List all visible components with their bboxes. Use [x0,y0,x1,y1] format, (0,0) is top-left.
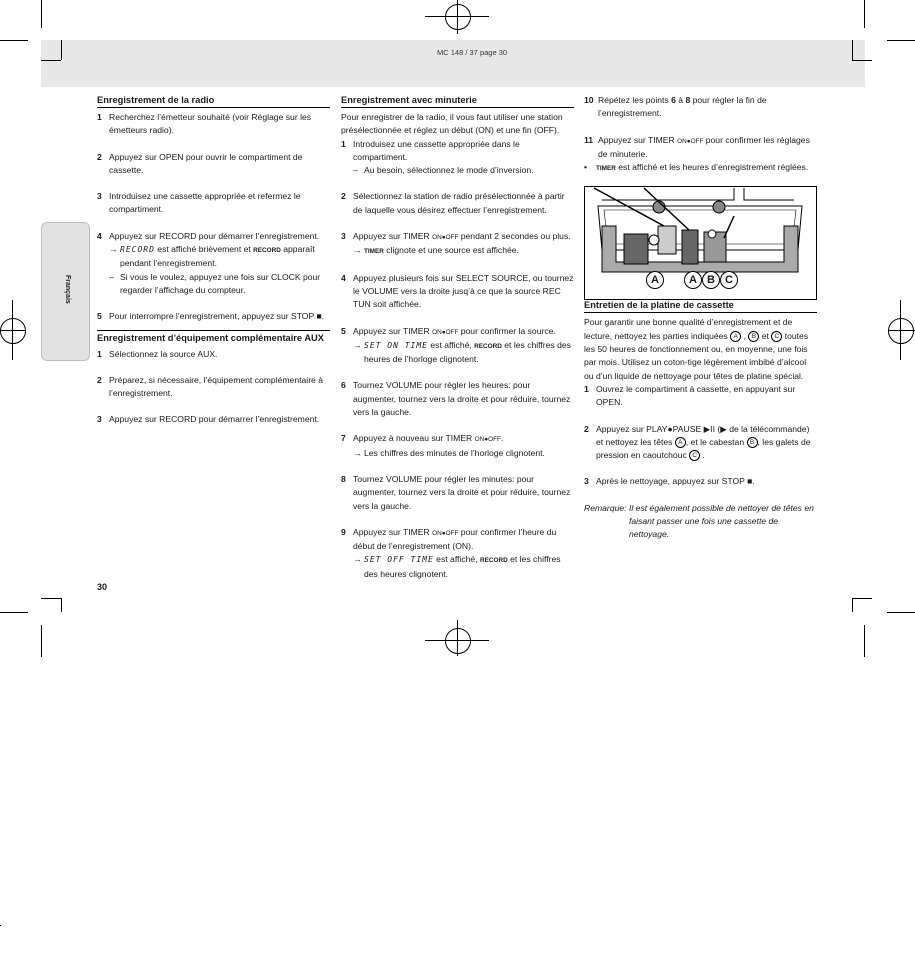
timer-step-1: 1 Introduisez une cassette appropriée dans le compartiment. [341,138,520,162]
timer-step-3: 3 Appuyez sur TIMER ON●OFF pendant 2 secondes ou plus. [341,231,571,242]
step-2: 2 Appuyez sur OPEN pour ouvrir le compartiment de cassette. [97,151,303,175]
maintenance-intro: Pour garantir une bonne qualité d’enregistrement et de lecture, nettoyez les parties indiquées A , B et C toutes les 50 heures de fonctionnement ou, en moyenne, une fois par mois. Utilisez un coton-tige légèrement imbibé d’alcool ou d’un liquide de nettoyage pour têtes de platine spécial. [584,317,809,381]
aux-step-3: 3 Appuyez sur RECORD pour démarrer l’enregistrement. [97,414,320,425]
timer-step-11: 11 Appuyez sur TIMER ON●OFF pour confirmer les réglages de minuterie. [584,134,810,159]
timer-step-8: 8 Tournez VOLUME pour régler les minutes: pour augmenter, tournez vers la droite et pour réduire, tournez vers la gauche. [341,473,571,511]
step-1: 1 Recherchez l’émetteur souhaité (voir Réglage sur les émetteurs radio). [97,112,312,136]
timer-step-4: 4 Appuyez plusieurs fois sur SELECT SOURCE, ou tournez le VOLUME vers la droite jusq’à ce que la source REC TUN soit affichée. [341,272,574,310]
timer-step-9: 9 Appuyez sur TIMER ON●OFF pour confirmer l’heure du début de l’enregistrement (ON). [341,526,557,552]
timer-step-2: 2 Sélectionnez la station de radio présélectionnée à partir de laquelle vous désirez effectuer l’enregistrement. [341,191,565,215]
maintenance-step-2: 2 Appuyez sur PLAY●PAUSE ▶II (▶ de la télécommande) et nettoyez les têtes A , et le cabestan B , les galets de pression en caoutchouc C . [584,423,811,461]
aux-step-1: 1 Sélectionnez la source AUX. [97,348,218,359]
remark: Remarque: Il est également possible de nettoyer de têtes en faisant passer une fois une cassette de nettoyage. [584,502,814,540]
figure-label-b: B [702,271,720,289]
language-tab-label: Français [64,275,71,304]
figure-label-a2: A [684,271,702,289]
timer-step-3-result: → TIMER clignote et une source est affichée. [353,245,519,256]
step-4-note: – Si vous le voulez, appuyez une fois sur CLOCK pour regarder l’affichage du compteur. [109,271,321,295]
step-4-result: → RECORD est affiché brièvement et RECORD apparaît pendant l’enregistrement. [109,244,315,269]
section-title-radio: Enregistrement de la radio [97,94,330,108]
figure-label-c: C [720,271,738,289]
timer-step-5-result: → SET ON TIME est affiché, RECORD et les chiffres des heures de l’horloge clignotent. [353,339,571,365]
section-title-maintenance: Entretien de la platine de cassette [584,299,817,313]
column-2 [341,94,574,581]
maintenance-step-3: 3 Après le nettoyage, appuyez sur STOP ■. [584,476,755,487]
timer-step-10: 10 Répétez les points 6 à 8 pour régler la fin de l’enregistrement. [584,95,767,119]
section-title-timer: Enregistrement avec minuterie [341,94,574,108]
section-title-aux: Enregistrement d’équipement complémentaire AUX [97,330,330,345]
column-3 [584,94,817,542]
maintenance-step-1: 1 Ouvrez le compartiment à cassette, en appuyant sur OPEN. [584,383,796,408]
step-4: 4 Appuyez sur RECORD pour démarrer l’enregistrement. [97,230,320,241]
timer-step-7-result: → Les chiffres des minutes de l’horloge clignotent. [353,447,545,458]
aux-step-2: 2 Préparez, si nécessaire, l’équipement complémentaire à l’enregistrement. [97,374,323,399]
figure-label-a1: A [646,271,664,289]
step-5: 5 Pour interrompre l’enregistrement, appuyez sur STOP ■. [97,311,325,322]
timer-step-7: 7 Appuyez à nouveau sur TIMER ON●OFF. [341,433,504,444]
page-number: 30 [97,582,108,592]
timer-intro: Pour enregistrer de la radio, il vous faut utiliser une station présélectionnée et réglez un début (ON) et une fin (OFF). [341,112,563,136]
timer-step-9-result: → SET OFF TIME est affiché, RECORD et les chiffres des heures clignotent. [353,554,561,579]
timer-bullet: • TIMER est affiché et les heures d’enregistrement réglées. [584,162,809,173]
column-1 [97,94,330,427]
cassette-deck-illustration [584,186,817,300]
step-3: 3 Introduisez une cassette appropriée et refermez le compartiment. [97,191,301,215]
timer-step-6: 6 Tournez VOLUME pour régler les heures: pour augmenter, tournez vers la droite et pour réduire, tournez vers la gauche. [341,380,571,418]
header-text: MC 148 / 37 page 30 [437,48,508,57]
timer-step-5: 5 Appuyez sur TIMER ON●OFF pour confirmer la source. [341,325,556,336]
timer-step-1-note: – Au besoin, sélectionnez le mode d’inversion. [353,165,534,176]
